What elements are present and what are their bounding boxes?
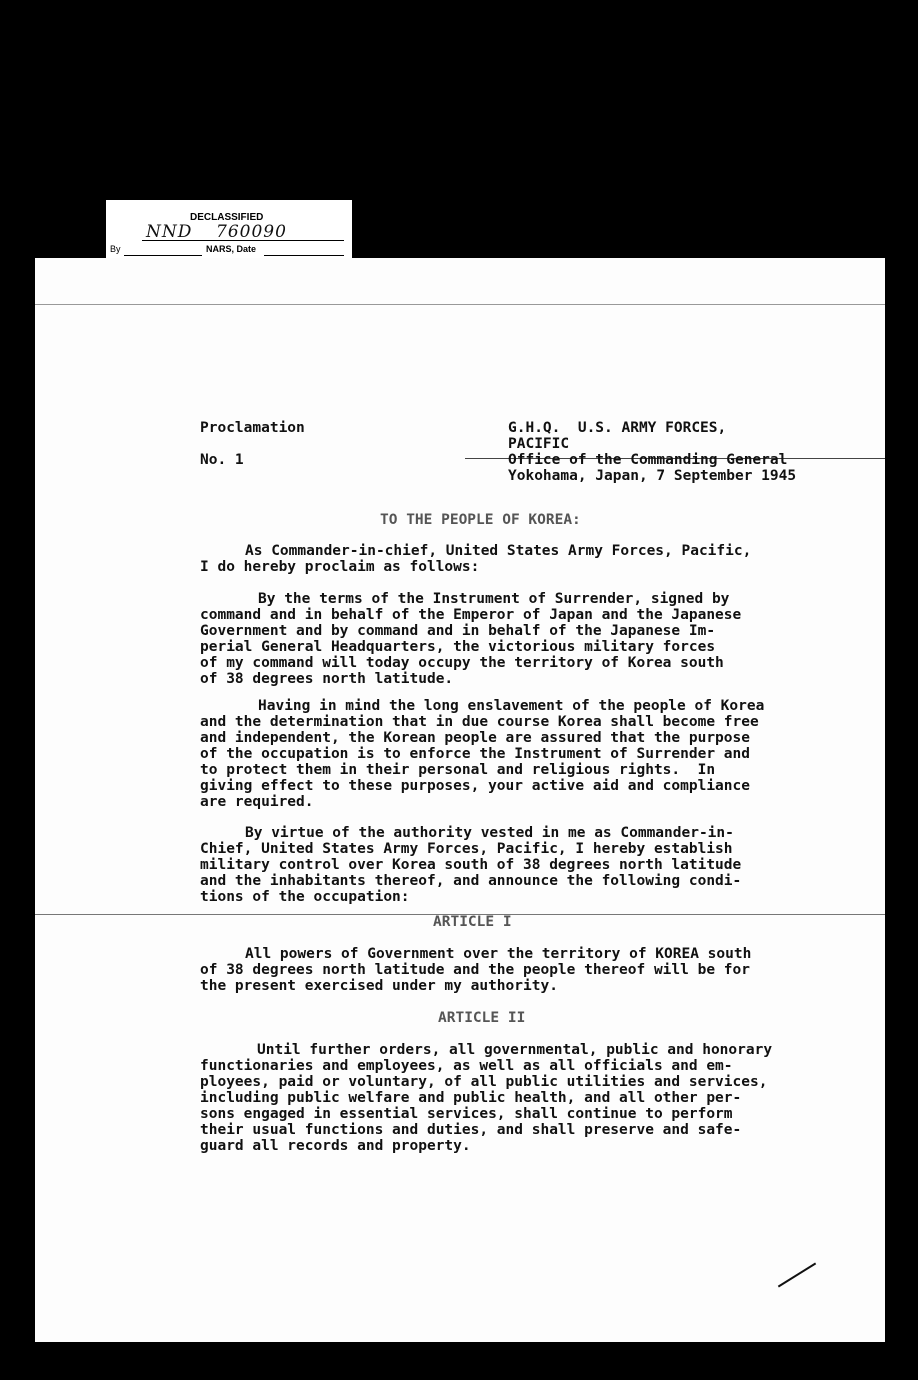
header-org-line1: G.H.Q. U.S. ARMY FORCES, [508, 420, 727, 436]
stamp-nnd-label: NND [146, 222, 193, 242]
header-org-line4: Yokohama, Japan, 7 September 1945 [508, 468, 797, 484]
para3-line: and the inhabitants thereof, and announce the following condi- [200, 873, 742, 889]
stamp-rule [142, 240, 344, 241]
para1-line: of my command will today occupy the territory of Korea south [200, 655, 724, 671]
para1-line: perial General Headquarters, the victorious military forces [200, 639, 716, 655]
para1-line: Government and by command and in behalf of the Japanese Im- [200, 623, 716, 639]
article2-line: functionaries and employees, as well as all officials and em- [200, 1058, 733, 1074]
document-page [35, 258, 885, 1342]
article2-line: their usual functions and duties, and shall preserve and safe- [200, 1122, 742, 1138]
para2-line: giving effect to these purposes, your active aid and compliance [200, 778, 750, 794]
article1-line: All powers of Government over the territory of KOREA south [245, 946, 752, 962]
stamp-date-line [264, 255, 344, 256]
para1-line: command and in behalf of the Emperor of Japan and the Japanese [200, 607, 742, 623]
article1-line: the present exercised under my authority. [200, 978, 558, 994]
declassification-stamp [104, 198, 354, 262]
para2-line: of the occupation is to enforce the Instrument of Surrender and [200, 746, 750, 762]
proclamation-label: Proclamation [200, 420, 305, 436]
stamp-authority-number: 760090 [216, 222, 287, 242]
article1-line: of 38 degrees north latitude and the people thereof will be for [200, 962, 750, 978]
para2-line: and independent, the Korean people are assured that the purpose [200, 730, 750, 746]
intro-line: As Commander-in-chief, United States Army Forces, Pacific, [245, 543, 752, 559]
stamp-by-line [124, 255, 202, 256]
para2-line: and the determination that in due course Korea shall become free [200, 714, 759, 730]
stamp-nars-date-label: NARS, Date [206, 244, 257, 254]
para2-line: are required. [200, 794, 314, 810]
article2-line: guard all records and property. [200, 1138, 471, 1154]
article2-line: sons engaged in essential services, shall continue to perform [200, 1106, 733, 1122]
para1-line: By the terms of the Instrument of Surrender, signed by [258, 591, 730, 607]
header-org-line3: Office of the Commanding General [508, 452, 788, 468]
para2-line: Having in mind the long enslavement of the people of Korea [258, 698, 765, 714]
article2-line: ployees, paid or voluntary, of all public utilities and services, [200, 1074, 768, 1090]
para3-line: Chief, United States Army Forces, Pacific, I hereby establish [200, 841, 733, 857]
para1-line: of 38 degrees north latitude. [200, 671, 454, 687]
article2-line: Until further orders, all governmental, public and honorary [257, 1042, 773, 1058]
stamp-declassified-label: DECLASSIFIED [190, 212, 264, 223]
intro-line: I do hereby proclaim as follows: [200, 559, 480, 575]
stamp-by-label: By [110, 244, 121, 254]
pen-mark [778, 1262, 816, 1287]
scan-rule-top [35, 304, 885, 305]
article1-heading: ARTICLE I [433, 914, 512, 930]
para3-line: By virtue of the authority vested in me as Commander-in- [245, 825, 734, 841]
article2-heading: ARTICLE II [438, 1010, 526, 1026]
para2-line: to protect them in their personal and religious rights. In [200, 762, 716, 778]
para3-line: tions of the occupation: [200, 889, 410, 905]
para3-line: military control over Korea south of 38 degrees north latitude [200, 857, 742, 873]
article2-line: including public welfare and public health, and all other per- [200, 1090, 742, 1106]
header-org-line2: PACIFIC [508, 436, 570, 452]
salutation: TO THE PEOPLE OF KOREA: [380, 512, 581, 528]
proclamation-number: No. 1 [200, 452, 244, 468]
